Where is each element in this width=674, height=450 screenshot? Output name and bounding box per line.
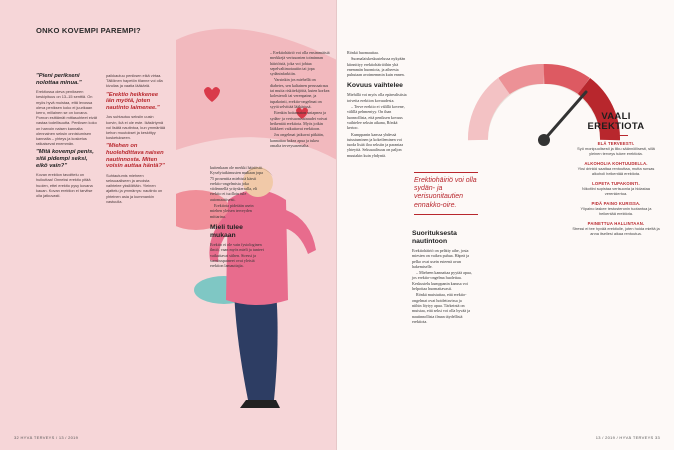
article-subheading: Suorituksesta nautintoon	[412, 230, 457, 245]
article-paragraph: Erektiohäiriö on pelätty aihe, josta miesten on vaikea puhua. Häpeä ja pelko ovat usein esteenä avun hakemiselle.	[412, 248, 470, 269]
article-paragraph: Kumppanin kanssa yhdessä tutustuminen ja kokeileminen voi tuoda lisää iloa seksiin ja parantaa yhteyttä. Seksuaalisuus on paljon muutakin kuin yhdyntä.	[347, 131, 404, 158]
tip-heading: ALKOHOLIA KOHTUUDELLA.	[584, 161, 648, 166]
tip-text: Syö monipuolisesti ja liiku säännöllisesti, sillä yleinen terveys tukee erektiota.	[577, 146, 655, 156]
article-paragraph: kuitenkaan ole merkki häiriöstä. Kyselytutkimusten mukaan jopa 75 prosenttia miehistä kärsii erektio-ongelmista joka viidennellä yrityskerralla, eli erektio ei tuolloin tule automaattisesti.	[210, 165, 263, 202]
tip-text: Yksi drinkki saattaa rentouttaa, mutta runsas alkoholi heikentää erektiota.	[577, 166, 655, 176]
divider	[604, 135, 628, 136]
myths-column-2	[106, 73, 166, 207]
myth-quote: "Mitä kovempi penis, sitä pidempi seksi, eikö vain?"	[36, 149, 94, 169]
tip-heading: PAINETTUA HALLINTAAN.	[587, 221, 645, 226]
myth-answer: paikkautuu peniksen eikä virtaa. Tällöinen hapetön tilanne voi olla kivulias ja vaatia lääkäriä.	[106, 73, 163, 89]
article-paragraph: Rönkä muistuttaa, että erektio-ongelmat ovat hoidettavissa ja niihin löytyy apua. Tärkeintä on muistaa, että seksi voi olla hyvää ja nautinnollista ilman täydellistä erektiota.	[412, 292, 471, 324]
article-paragraph: Erektiota pidetään usein miehen yleisen terveyden mittarina.	[210, 203, 254, 219]
article-paragraph: – Mieheen kannattaa pyytää apua, jos erektio-ongelma huolettaa. Keskustelu kumppanin kanssa voi helpottaa huomattavasti.	[412, 270, 472, 292]
article-paragraph: Etenkin hoitamaton uniapnea ja sydän- ja verisuonisairaudet voivat heikentää erektiota. Myös jotkin lääkkeet vaikuttavat erektioon.	[270, 110, 328, 132]
article-paragraph: Varsinkin jos miehellä on diabetes, sen kaltainen perussairaus tai muita riskitekijöitä, kuten korkea kolesteroli tai verenpaine, ja tupakointi, erektio-ongelmat on syytä selvittää lääkärissä.	[270, 77, 330, 109]
tip-text: Stressi ei tee hyvää erektiolle, joten hoida mieltä ja anna itsellesi aikaa rentoutua.	[572, 226, 660, 236]
article-paragraph: Rönkä huomauttaa.	[347, 50, 379, 55]
article-column-2	[270, 50, 330, 149]
myth-answer: Kovan erektion tavoittelu on huikuttaa! Onneksi erektio pitää huolen, ettei erektio pysy kovana kauan. Kovan erektion ei tarvitse olla jatkuvasti.	[36, 172, 93, 199]
myth-answer: Suhtautumis mieheen seksuaaliseen ja arvoista vaihtelee yksilöittäin. Yleinen ajattelu ja ymmärrys: nautinto on yhteinen asia ja kummankin vastuulla.	[106, 172, 163, 204]
article-paragraph: Suomalaiskeskustelussa nykyään kiinnittyy erektiohäiriöihin yhä enemmän huomiota, ja aiheesta puhutaan avoimemmin kuin ennen.	[347, 56, 406, 78]
myth-quote: "Miehen on huolehdittava naisen nautinnosta. Miten voisin auttaa häntä?"	[106, 143, 165, 170]
folio-right: 13 / 2019 / HYVÄ TERVEYS 33	[595, 435, 660, 440]
article-paragraph: – Erektiohäiriö voi olla ensimmäisiä merkkejä verisuonten toiminnan häiriöistä, joka voi johtaa sepelvaltimotautiin tai jopa sydäninfarktiin.	[270, 50, 330, 77]
article-paragraph: Erektio ei ole vain fysiologinen ilmiö, vaan myös mieli ja tunteet vaikuttavat siihen. Stressi ja suorituspaineet ovat yleisiä erektion lamauttajia.	[210, 241, 264, 269]
arm-shape	[284, 210, 316, 254]
article-paragraph: Miehillä voi myös olla epärealistisia toiveita erektion kovuudesta.	[347, 92, 407, 103]
gauge-segment	[478, 86, 504, 140]
article-column-1	[210, 165, 265, 269]
gauge-hub	[538, 134, 550, 146]
shoe-shape	[240, 400, 280, 408]
sidebar-title: EREKTIOTA	[587, 121, 645, 132]
tip-text: Ylipaino laskee testosteronin tuotantoa ja heikentää erektiota.	[580, 206, 652, 216]
myths-heading: ONKO KOVEMPI PAREMPI?	[36, 26, 141, 35]
tip-heading: LOPETA TUPAKOINTI.	[592, 181, 640, 186]
article-paragraph: Jos ongelmat jatkuvat pitkään, kannattaa hakea apua ja tukea omalta terveysasemalta.	[270, 132, 324, 149]
folio-left: 32 HYVÄ TERVEYS / 13 / 2019	[14, 435, 79, 440]
article-column-4	[412, 225, 472, 325]
myth-quote: "Pieni perikseni nolottaa minua."	[36, 73, 82, 86]
myth-answer: Erektiossa oleva penikseen keskipituus on 13–15 senttiä. On myös hyvä muistaa, että levossa oleva peniksen koko ei juurikaan kerro, millainen se on kovana. Pornon esittämät mittasuhteet eivät vastaa todellisuutta. Peniksen koko on harvoin naisen kannalta olennainen seksin onnistumisen kannalta – yhteys ja kosketus ratkaisevat enemmän.	[36, 89, 97, 147]
sidebar-title: VAALI	[601, 111, 631, 122]
article-paragraph: – Terve erektio ei välillä kovene, välillä pehmentyy. On ihan luonnollista, että peniksen kovuus vaihtelee seksin aikana, Rönkä kertoo.	[347, 104, 405, 131]
myths-column-1	[36, 73, 98, 201]
article-column-3	[347, 50, 407, 159]
tips-sidebar	[572, 112, 660, 236]
article-subheading: Kovuus vaihtelee	[347, 82, 403, 90]
tip-heading: PIDÄ PAINO KURISSA.	[591, 201, 641, 206]
tip-text: Nikotiini supistaa verisuonia ja hidastaa verenkiertoa.	[582, 186, 650, 196]
trousers-shape	[234, 290, 278, 400]
article-subheading: Mieli tulee mukaan	[210, 223, 243, 239]
tip-heading: ELÄ TERVEESTI.	[597, 141, 635, 146]
pull-quote: Erektiohäiriö voi olla sydän- ja verisuonitautien ennakko-oire.	[414, 172, 478, 215]
myth-answer: Jos suhtautuu seksiin uusin korvin, ikä ei ole este. Ikäsiirtymä voi lisätä nautintoa, kun ymmärtää kehon muutokset ja keskittyy kosketukseen.	[106, 114, 166, 141]
myth-quote: "Erektio heikkenee iän myötä, joten nautinto laimenee."	[106, 91, 160, 111]
